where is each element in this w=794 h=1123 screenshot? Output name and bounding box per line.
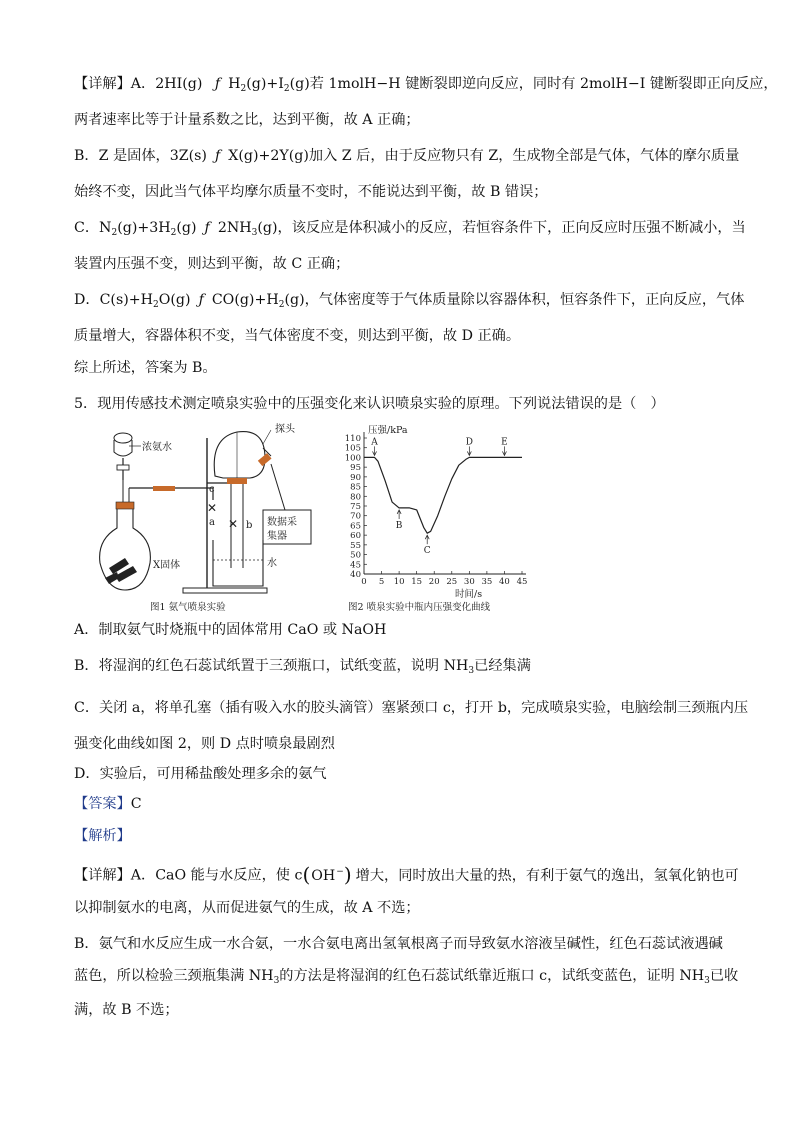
- x-tick-label: 30: [463, 577, 475, 587]
- y-tick-label: 90: [350, 472, 361, 483]
- water-label: 水: [267, 558, 277, 569]
- svg-text:✕: ✕: [228, 517, 239, 531]
- option-c-line1: C．关闭 a，将单孔塞（插有吸入水的胶头滴管）塞紧颈口 c，打开 b，完成喷泉实验，电脑绘制三颈瓶内压: [74, 700, 749, 716]
- point-label-D: D: [465, 437, 473, 448]
- y-tick-label: 40: [350, 570, 361, 580]
- y-tick-label: 55: [350, 540, 361, 551]
- x-tick-label: 35: [481, 577, 493, 587]
- y-tick-label: 105: [344, 443, 361, 454]
- y-tick-label: 50: [350, 550, 361, 561]
- figure-2-caption: 图2 喷泉实验中瓶内压强变化曲线: [348, 602, 491, 613]
- y-tick-label: 75: [350, 502, 361, 512]
- x-tick-label: 40: [499, 577, 510, 587]
- x-tick-label: 25: [446, 577, 458, 587]
- x-tick-label: 0: [361, 577, 367, 587]
- neck-c-label: c: [209, 484, 215, 495]
- prev-detail-line-b2: 始终不变，因此当气体平均摩尔质量不变时，不能说达到平衡，故 B 错误；: [74, 184, 548, 200]
- x-tick-label: 20: [428, 577, 440, 587]
- ammonia-label: 浓氨水: [142, 442, 172, 453]
- analysis-label: 【解析】: [74, 828, 131, 844]
- detail-line-b3: 满，故 B 不选；: [74, 1002, 179, 1018]
- prev-detail-line-d2: 质量增大，容器体积不变，当气体密度不变，则达到平衡，故 D 正确。: [74, 328, 521, 344]
- y-tick-label: 65: [350, 521, 361, 532]
- figure-1-apparatus: [95, 418, 320, 613]
- x-tick-label: 15: [411, 577, 423, 587]
- prev-detail-line-b1: B．Z 是固体，3Z(s) ƒ X(g)+2Y(g)加入 Z 后，由于反应物只有 Z，生成物全部是气体，气体的摩尔质量: [74, 148, 740, 164]
- option-d: D．实验后，可用稀盐酸处理多余的氨气: [74, 766, 327, 782]
- prev-detail-line-a1: 【详解】A．2HI(g) ƒ $H_2(g)+I_2(g)$若 1molH−H 键断裂即逆向反应，同时有 2molH−I 键断裂即正向反应，: [74, 76, 778, 94]
- x-tick-label: 45: [516, 577, 528, 587]
- question-stem: 5．现用传感技术测定喷泉实验中的压强变化来认识喷泉实验的原理。下列说法错误的是（ ）: [74, 396, 665, 412]
- detail-line-a1: 【详解】A．CaO 能与水反应，使 c(OH−) 增大，同时放出大量的热，有利于氨气的逸出，氢氧化钠也可: [74, 862, 739, 887]
- y-tick-label: 60: [350, 531, 361, 542]
- prev-detail-line-a2: 两者速率比等于计量系数之比，达到平衡，故 A 正确；: [74, 112, 420, 128]
- detail-line-b2: 蓝色，所以检验三颈瓶集满 $NH_3$的方法是将湿润的红色石蕊试纸靠近瓶口 c，试纸变蓝色，证明 $NH_3$已收: [74, 968, 739, 986]
- clamp-a-label: a: [209, 517, 215, 528]
- y-tick-label: 100: [344, 453, 361, 464]
- clamp-b-label: b: [246, 520, 253, 531]
- option-a: A．制取氨气时烧瓶中的固体常用 CaO 或 NaOH: [74, 622, 387, 638]
- option-b: B．将湿润的红色石蕊试纸置于三颈瓶口，试纸变蓝，说明 $NH_3$已经集满: [74, 658, 531, 676]
- chart-ylabel: 压强/kPa: [368, 425, 408, 436]
- detail-line-b1: B．氨气和水反应生成一水合氨，一水合氨电离出氢氧根离子而导致氨水溶液呈碱性，红色石蕊试液遇碱: [74, 936, 723, 952]
- prev-detail-line-d1: D．$C(s)+H_2O(g)$ ƒ $CO(g)+H_2(g)$，气体密度等于气体质量除以容器体积，恒容条件下，正向反应，气体: [74, 292, 745, 310]
- svg-text:集器: 集器: [267, 531, 287, 542]
- prev-summary: 综上所述，答案为 B。: [74, 360, 217, 376]
- svg-text:✕: ✕: [207, 501, 218, 515]
- prev-detail-line-c2: 装置内压强不变，则达到平衡，故 C 正确；: [74, 256, 350, 272]
- figure-2-pressure-chart: [330, 422, 530, 600]
- probe-label: 探头: [275, 424, 295, 435]
- prev-detail-line-c1: C．$N_2(g)+3H_2(g)$ ƒ $2NH_3(g)$，该反应是体积减小的反应，若恒容条件下，正向反应时压强不断减小，当: [74, 220, 746, 238]
- point-label-A: A: [371, 437, 378, 448]
- x-tick-label: 5: [378, 577, 385, 587]
- y-tick-label: 95: [350, 463, 361, 474]
- point-label-E: E: [501, 437, 508, 448]
- option-c-line2: 强变化曲线如图 2，则 D 点时喷泉最剧烈: [74, 736, 335, 752]
- svg-text:数据采: 数据采: [267, 517, 297, 528]
- y-tick-label: 45: [350, 560, 361, 571]
- y-tick-label: 85: [350, 482, 361, 493]
- point-label-B: B: [395, 520, 403, 531]
- pressure-curve: [364, 457, 522, 533]
- y-tick-label: 110: [344, 434, 361, 444]
- x-tick-label: 10: [393, 577, 405, 587]
- figure-1-caption: 图1 氨气喷泉实验: [150, 602, 226, 613]
- chart-xlabel: 时间/s: [455, 589, 483, 600]
- y-tick-label: 80: [350, 492, 361, 503]
- detail-line-a2: 以抑制氨水的电离，从而促进氨气的生成，故 A 不选；: [74, 900, 420, 916]
- point-label-C: C: [423, 546, 431, 557]
- y-tick-label: 70: [350, 511, 361, 522]
- solid-x-label: X固体: [153, 560, 181, 571]
- answer-line: 【答案】C: [74, 796, 142, 812]
